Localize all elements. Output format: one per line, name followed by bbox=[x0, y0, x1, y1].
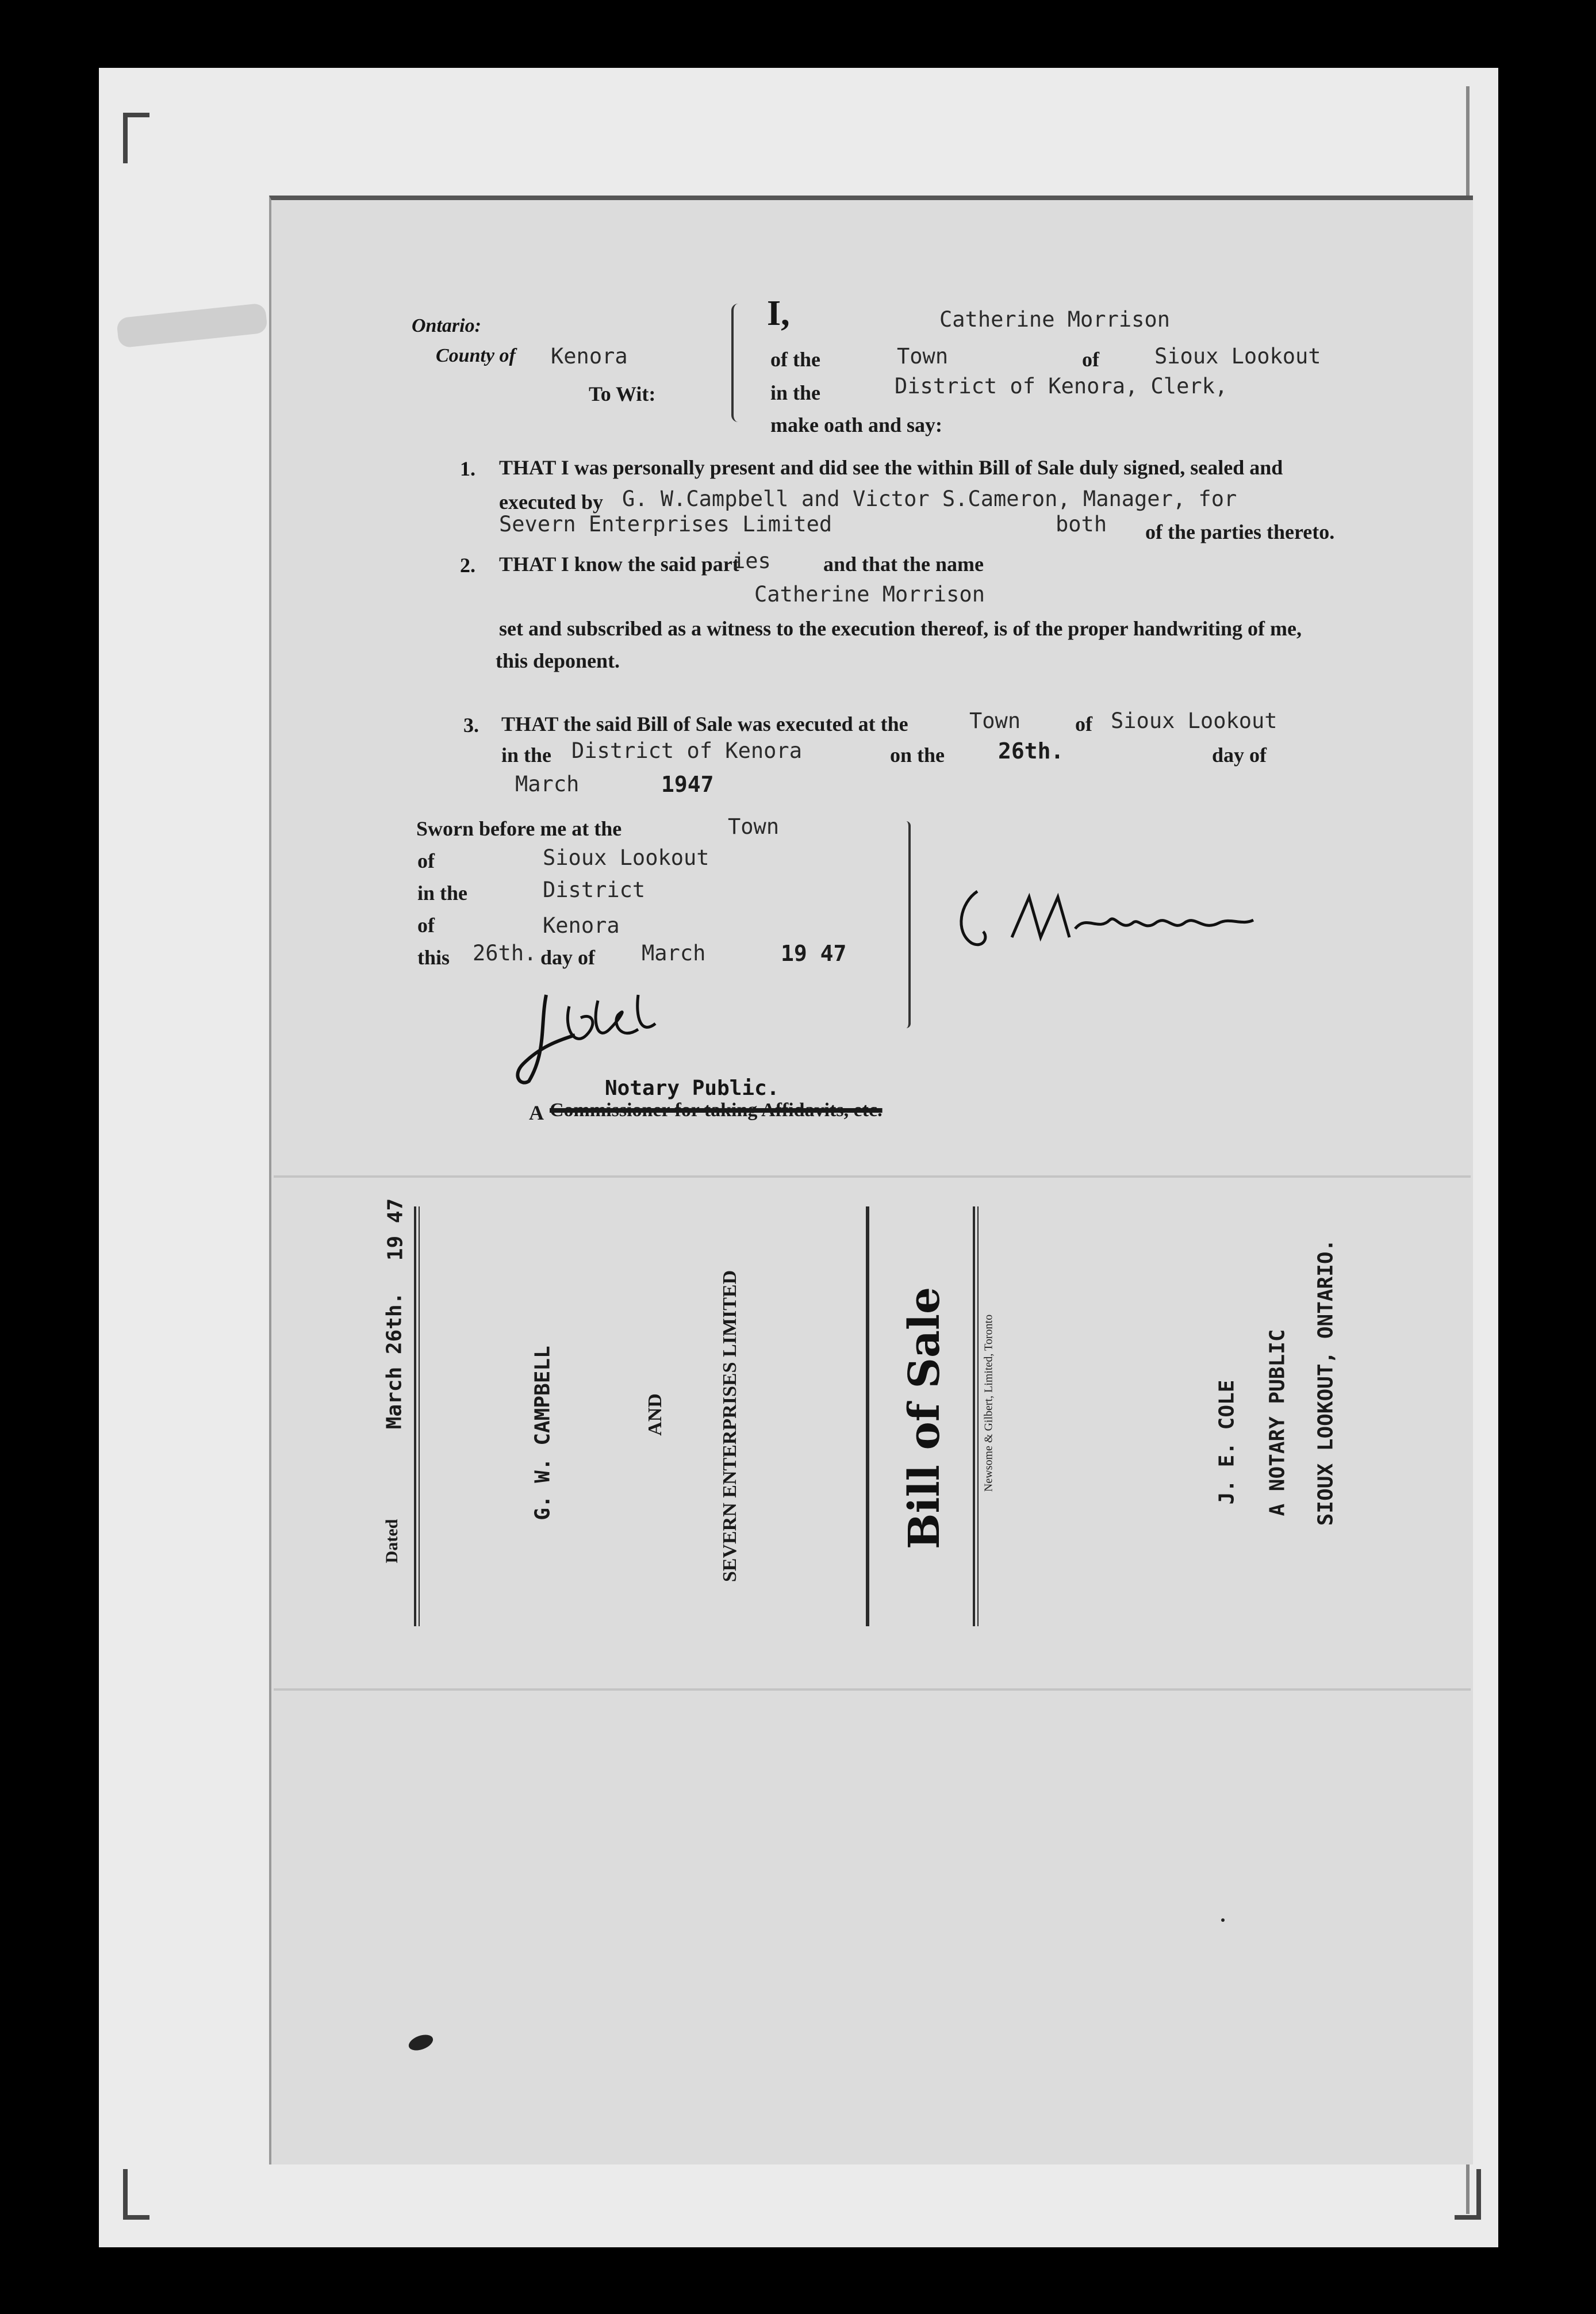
para2-text-start: THAT I know the said part bbox=[499, 553, 739, 576]
para2-number: 2. bbox=[460, 554, 475, 577]
para3-in-the-label: in the bbox=[501, 744, 552, 767]
county-label: County of bbox=[436, 345, 516, 366]
executed-by-parties: G. W.Campbell and Victor S.Cameron, Manager, for bbox=[622, 486, 1237, 511]
para3-of-label: of bbox=[1075, 712, 1092, 735]
both-value: both bbox=[1056, 512, 1107, 537]
para1-text: THAT I was personally present and did see the within Bill of Sale duly signed, sealed and bbox=[499, 456, 1283, 479]
endorsement-date: March 26th. bbox=[382, 1292, 406, 1430]
para2-line2: set and subscribed as a witness to the execution thereof, is of the proper handwriting of me, bbox=[499, 617, 1302, 640]
parties-label: of the parties thereto. bbox=[1145, 520, 1335, 543]
jurat-place-type: Town bbox=[728, 814, 780, 839]
para3-number: 3. bbox=[463, 714, 479, 737]
fold-line bbox=[274, 1175, 1471, 1178]
deponent-name: Catherine Morrison bbox=[939, 307, 1170, 332]
executed-by-company: Severn Enterprises Limited bbox=[499, 512, 832, 537]
jurat-day: 26th. bbox=[473, 941, 537, 966]
commissioner-prefix: A bbox=[529, 1101, 544, 1124]
jurat-of-label-2: of bbox=[417, 914, 435, 937]
jurat-division: District bbox=[543, 878, 646, 902]
endorsement-party2: SEVERN ENTERPRISES LIMITED bbox=[719, 1270, 741, 1583]
deponent-signature bbox=[943, 874, 1265, 955]
endorsement-notary-title: A NOTARY PUBLIC bbox=[1265, 1329, 1290, 1516]
endorsement-dated-label: Dated bbox=[382, 1519, 401, 1564]
make-oath-label: make oath and say: bbox=[770, 413, 943, 436]
endorsement-title: Bill of Sale bbox=[900, 1286, 949, 1550]
notary-public-label: Notary Public. bbox=[605, 1076, 780, 1100]
jurat-in-the-label: in the bbox=[417, 882, 468, 905]
jurat-of-label: of bbox=[417, 849, 435, 872]
endorsement-year: 19 47 bbox=[383, 1198, 408, 1261]
para1-number: 1. bbox=[460, 457, 475, 480]
para3-town-name: Sioux Lookout bbox=[1111, 708, 1277, 733]
fold-line bbox=[274, 1688, 1471, 1691]
para2-text-end: and that the name bbox=[823, 553, 984, 576]
province-label: Ontario: bbox=[412, 315, 481, 336]
para2-line3: this deponent. bbox=[496, 649, 620, 672]
of-label: of bbox=[1082, 348, 1099, 371]
para3-town-type: Town bbox=[969, 708, 1021, 733]
endorsement-and: AND bbox=[644, 1393, 666, 1436]
jurat-this-label: this bbox=[417, 946, 450, 969]
printer-imprint: Newsome & Gilbert, Limited, Toronto bbox=[982, 1314, 995, 1492]
executed-by-label: executed by bbox=[499, 491, 603, 514]
para3-on-the-label: on the bbox=[890, 744, 945, 767]
jurat-division-name: Kenora bbox=[543, 913, 620, 938]
endorsement-rule bbox=[414, 1206, 420, 1626]
para3-day-of-label: day of bbox=[1212, 744, 1267, 767]
commissioner-struck: Commissioner for taking Affidavits, etc. bbox=[550, 1099, 883, 1121]
frame-corner-top-left bbox=[123, 113, 149, 163]
para3-text: THAT the said Bill of Sale was executed at the bbox=[501, 712, 908, 735]
district-occupation: District of Kenora, Clerk, bbox=[895, 374, 1228, 399]
para3-district: District of Kenora bbox=[571, 738, 802, 763]
endorsement-notary-place: SIOUX LOOKOUT, ONTARIO. bbox=[1314, 1239, 1338, 1526]
jurat-brace bbox=[901, 821, 911, 1028]
town-type: Town bbox=[897, 344, 949, 369]
endorsement-party1: G. W. CAMPBELL bbox=[531, 1346, 555, 1520]
jurat-place-name: Sioux Lookout bbox=[543, 845, 709, 870]
witness-name: Catherine Morrison bbox=[754, 582, 985, 607]
header-brace bbox=[731, 304, 745, 422]
para3-day: 26th. bbox=[998, 738, 1064, 764]
town-name: Sioux Lookout bbox=[1154, 344, 1321, 369]
title-rule-left bbox=[866, 1206, 869, 1626]
jurat-year: 19 47 bbox=[781, 941, 847, 966]
para3-month: March bbox=[515, 772, 580, 796]
jurat-day-of-label: day of bbox=[540, 946, 596, 969]
ink-speck bbox=[1221, 1918, 1225, 1922]
in-the-label: in the bbox=[770, 381, 821, 404]
jurat-month: March bbox=[642, 941, 706, 966]
para2-text-fill: ies bbox=[732, 549, 771, 573]
frame-corner-bottom-left bbox=[123, 2169, 149, 2220]
to-wit-label: To Wit: bbox=[589, 382, 656, 405]
sworn-label: Sworn before me at the bbox=[416, 817, 622, 840]
of-the-label: of the bbox=[770, 348, 820, 371]
para3-year: 1947 bbox=[661, 772, 714, 797]
i-label: I, bbox=[767, 294, 790, 333]
endorsement-notary-name: J. E. COLE bbox=[1215, 1380, 1239, 1505]
title-rule-right bbox=[973, 1206, 979, 1626]
county-value: Kenora bbox=[551, 344, 628, 369]
